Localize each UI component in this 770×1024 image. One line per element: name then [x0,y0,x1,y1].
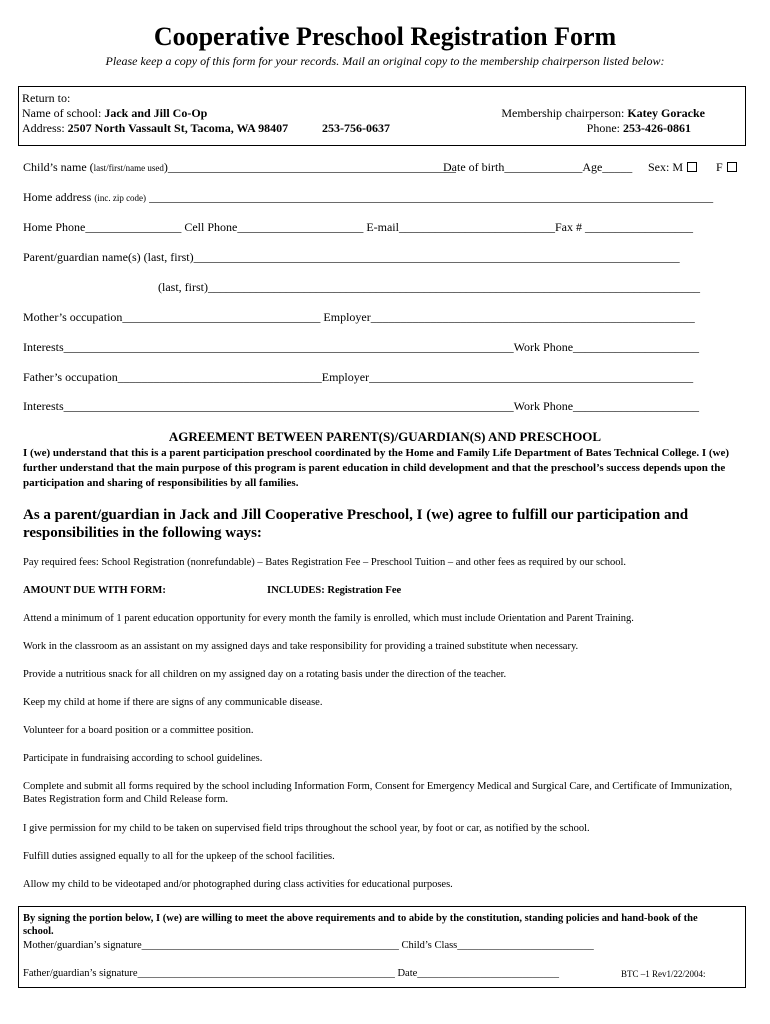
school-name [22,106,207,121]
child-name-field[interactable] [23,160,456,175]
chairperson [501,106,705,121]
home-address-label: Home address [23,190,95,204]
school-address [22,121,288,136]
address-value: 2507 North Vassault St, Tacoma, WA 98407 [67,121,289,135]
responsibilities-heading: As a parent/guardian in Jack and Jill Cooperative Preschool, I (we) agree to fulfill our participation and responsibilities in the following ways: [23,507,689,541]
sex-field [648,160,697,175]
father-occupation-field[interactable]: Father’s occupation__________________________________Employer______________________________________________________ [23,370,694,384]
chairperson-value: Katey Goracke [627,106,705,120]
parent-names-field[interactable]: Parent/guardian name(s) (last, first)_________________________________________________________________________________ [23,250,680,264]
child-name-line: )________________________________________________ [163,160,456,174]
home-address-line: ______________________________________________________________________________________________ [146,190,714,204]
form-title: Cooperative Preschool Registration Form [153,22,617,51]
list-item-fundraising: Participate in fundraising according to school guidelines. [23,753,263,764]
father-signature-line[interactable]: Father/guardian’s signature_________________________________________________ Date___________________________ [23,968,560,979]
signature-box [18,906,746,988]
parent-names-field-2[interactable]: (last, first)__________________________________________________________________________________ [158,280,700,294]
form-subtitle: Please keep a copy of this form for your records. Mail an original copy to the membership chairperson listed below: [105,54,665,68]
mother-occupation-field[interactable]: Mother’s occupation_________________________________ Employer______________________________________________________ [23,310,695,324]
list-item-field-trips: I give permission for my child to be taken on supervised field trips throughout the school year, by foot or car, as notified by the school. [23,823,590,834]
form-code: BTC –1 Rev1/22/2004: [621,969,706,979]
return-to-label: Return to: [22,91,71,105]
sex-f-label: F [716,160,723,174]
child-name-hint: last/first/name used [93,163,164,173]
list-item-volunteer: Volunteer for a board position or a committee position. [23,725,254,736]
includes-label: INCLUDES: Registration Fee [267,585,402,596]
father-interests-field[interactable]: Interests___________________________________________________________________________Work Phone_____________________ [23,399,700,413]
home-address-field[interactable] [23,190,713,205]
amount-due-label: AMOUNT DUE WITH FORM: [23,585,166,596]
mother-signature-line[interactable]: Mother/guardian’s signature_________________________________________________ Child’s Class__________________________ [23,940,594,951]
chairperson-label: Membership chairperson: [501,106,628,120]
home-address-hint: (inc. zip code) [94,193,147,203]
chairperson-phone-label: Phone: [586,121,623,135]
list-item-forms: Complete and submit all forms required by the school including Information Form, Consent for Emergency Medical and Surgical Care, and Certificate of Immunization, Bates Registration form and Child Release form. [23,781,733,805]
agreement-title: AGREEMENT BETWEEN PARENT(S)/GUARDIAN(S) AND PRESCHOOL [168,429,602,444]
address-label: Address: [22,121,68,135]
agreement-text: I (we) understand that this is a parent participation preschool coordinated by the Home and Family Life Department of Bates Technical College. I (we) further understand that the main purpose of this program is parent education in child development and that the preschool’s success depends upon the participation and sharing of responsibilities by all families. [23,447,730,489]
signature-statement: By signing the portion below, I (we) are willing to meet the above requirements and to abide by the constitution, standing policies and hand-book of the school. [23,913,698,937]
list-item-upkeep: Fulfill duties assigned equally to all for the upkeep of the school facilities. [23,851,335,862]
sex-f-field [716,160,737,175]
chairperson-phone [587,121,691,136]
fees-item: Pay required fees: School Registration (nonrefundable) – Bates Registration Fee – Preschool Tuition – and other fees as required by our school. [23,557,627,568]
sex-female-checkbox[interactable] [727,162,737,172]
school-phone: 253-756-0637 [322,121,390,135]
sex-label: Sex: M [648,160,684,174]
phone-email-field[interactable]: Home Phone________________ Cell Phone_____________________ E-mail__________________________Fax # __________________ [23,220,693,234]
chairperson-phone-value: 253-426-0861 [623,121,691,135]
sex-male-checkbox[interactable] [687,162,697,172]
list-item-photos: Allow my child to be videotaped and/or photographed during class activities for educational purposes. [23,879,453,890]
child-name-label: Child’s name ( [23,160,94,174]
list-item-education: Attend a minimum of 1 parent education opportunity for every month the family is enrolled, which must include Orientation and Parent Training. [23,613,634,624]
list-item-illness: Keep my child at home if there are signs of any communicable disease. [23,697,323,708]
school-name-label: Name of school: [22,106,105,120]
list-item-snack: Provide a nutritious snack for all children on my assigned day on a rotating basis under the direction of the teacher. [23,669,507,680]
mother-interests-field[interactable]: Interests___________________________________________________________________________Work Phone_____________________ [23,340,700,354]
return-to-box [18,86,746,146]
list-item-classroom: Work in the classroom as an assistant on my assigned days and take responsibility for providing a trained substitute when necessary. [23,641,579,652]
dob-age-field[interactable]: Date of birth_____________Age_____ [443,160,633,174]
school-name-value: Jack and Jill Co-Op [104,106,208,120]
